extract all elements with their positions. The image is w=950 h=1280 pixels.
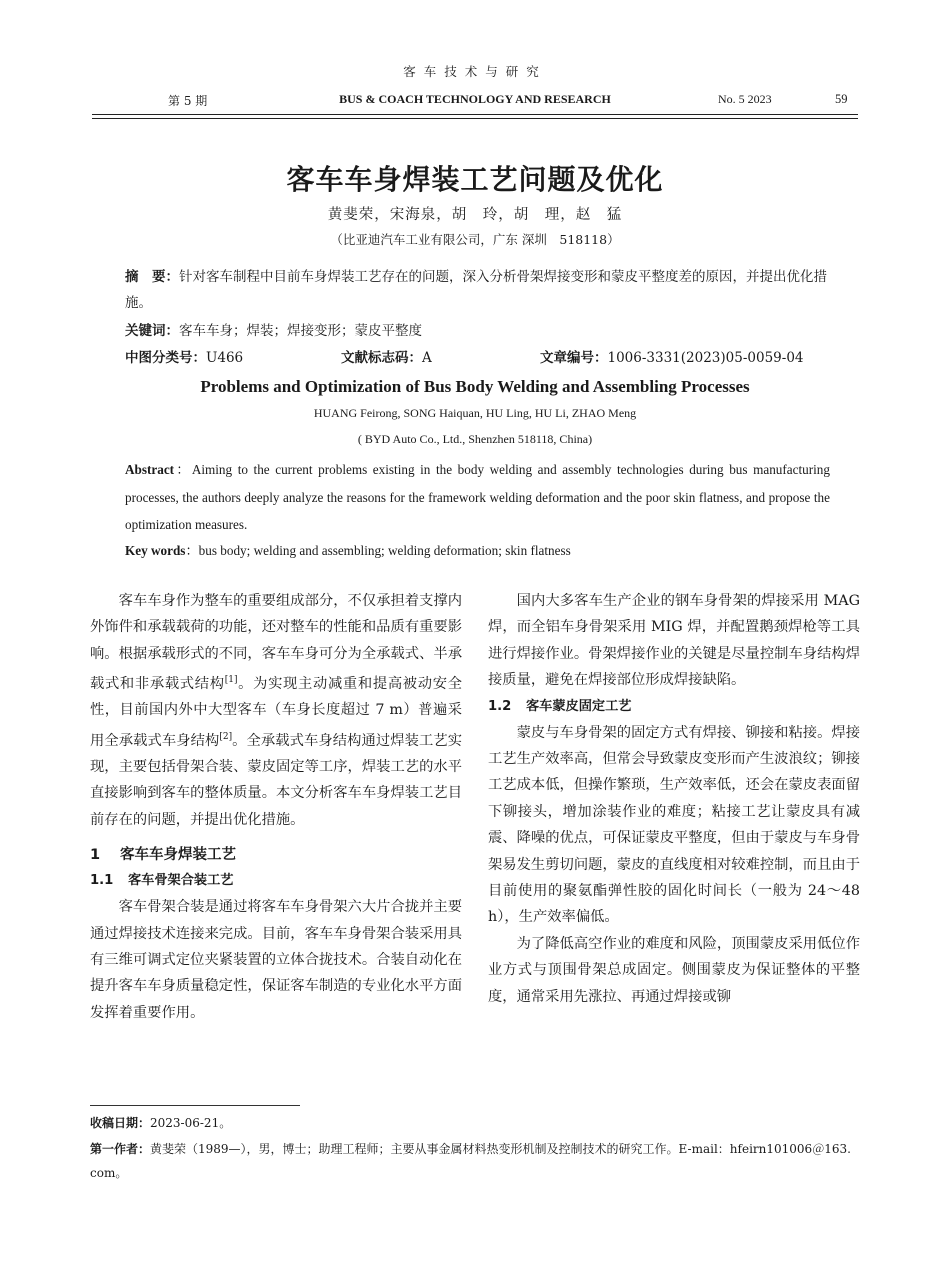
article-number — [540, 346, 804, 366]
citation-1: [1] — [224, 675, 238, 686]
abstract-cn-label: 摘 要： — [125, 269, 179, 285]
authors-en: HUANG Feirong, SONG Haiquan, HU Ling, HU Li, ZHAO Meng — [313, 406, 637, 420]
abstract-en-label: Abstract — [125, 462, 175, 477]
received-value: 2023-06-21。 — [150, 1116, 232, 1130]
paper-title-cn: 客车车身焊装工艺问题及优化 — [286, 163, 664, 196]
roof-skin-paragraph: 为了降低高空作业的难度和风险，顶围蒙皮采用低位作业方式与顶围骨架总成固定。侧围蒙皮为保证整体的平整度，通常采用先涨拉、再通过焊接或铆 — [488, 935, 860, 1005]
paper-title-en: Problems and Optimization of Bus Body Welding and Assembling Processes — [200, 377, 750, 396]
received-label: 收稿日期： — [90, 1116, 151, 1130]
classification-row — [125, 346, 830, 372]
section-1-title: 客车车身焊装工艺 — [120, 847, 236, 864]
issue-en: No. 5 2023 — [718, 92, 772, 106]
section-1-2-title: 客车蒙皮固定工艺 — [526, 698, 632, 714]
abstract-cn — [125, 264, 830, 316]
keywords-en — [125, 537, 830, 564]
section-1-1-title: 客车骨架合装工艺 — [128, 873, 234, 889]
abstract-en-text: ：Aiming to the current problems existing in the body welding and assembly technologies during bus manufacturing processes, the authors deeply analyze the reasons for the framework welding deformation and the poor skin flatness, and propose the optimization measures. — [125, 462, 830, 532]
intro-text-b: 。为实现主动减重和提高被动安全性，目前国内外中大型客车（车身长度超过 7 m）普遍采用全承载式车身结构 — [90, 675, 462, 749]
abstract-cn-text: 针对客车制程中目前车身焊装工艺存在的问题，深入分析骨架焊接变形和蒙皮平整度差的原因，并提出优化措施。 — [125, 269, 827, 311]
section-1-1-number: 1.1 — [90, 873, 114, 889]
section-1-2-number: 1.2 — [488, 698, 512, 714]
journal-name-en: BUS & COACH TECHNOLOGY AND RESEARCH — [339, 92, 611, 106]
keywords-en-text: ：bus body; welding and assembling; welding deformation; skin flatness — [185, 543, 571, 558]
doc-value: A — [422, 350, 432, 366]
page-number: 59 — [835, 92, 848, 106]
footnote-rule — [90, 1105, 300, 1106]
section-1-1-heading — [90, 868, 462, 894]
intro-text-c: 。全承载式车身结构通过焊装工艺实现，主要包括骨架合装、蒙皮固定等工序，焊装工艺的水平直接影响到客车的整体质量。本文分析客车车身焊装工艺目前存在的问题，并提出优化措施。 — [90, 732, 463, 828]
document-code — [341, 346, 432, 366]
abstract-en — [125, 456, 830, 539]
article-value: 1006-3331(2023)05-0059-04 — [607, 350, 804, 366]
header-rule-thin — [92, 118, 858, 119]
keywords-cn — [125, 318, 830, 344]
keywords-en-label: Key words — [125, 543, 186, 558]
issue-cn: 第 5 期 — [168, 94, 208, 108]
journal-name-cn: 客车技术与研究 — [403, 64, 547, 79]
section-1-number: 1 — [90, 847, 101, 864]
clc-value: U466 — [206, 350, 244, 366]
first-author-note — [90, 1137, 860, 1185]
intro-text-a: 客车车身作为整车的重要组成部分，不仅承担着支撑内外饰件和承载载荷的功能，还对整车的性能和品质有重要影响。根据承载形式的不同，客车车身可分为全承载式、半承载式和非承载式结构 — [90, 593, 462, 692]
authors-cn: 黄斐荣，宋海泉，胡 玲，胡 理，赵 猛 — [327, 207, 623, 223]
affiliation-cn: （比亚迪汽车工业有限公司，广东 深圳 518118） — [330, 232, 620, 247]
intro-paragraph — [90, 588, 462, 833]
section-1-1-paragraph: 客车骨架合装是通过将客车车身骨架六大片合拢并主要通过焊接技术连接来完成。目前，客车车身骨架合装采用具有三维可调式定位夹紧装置的立体合拢技术。合装自动化在提升客车车身质量稳定性，保证客车制造的专业化水平方面发挥着重要作用。 — [90, 899, 462, 1021]
affiliation-en: ( BYD Auto Co., Ltd., Shenzhen 518118, China) — [357, 432, 593, 446]
section-1-heading — [90, 842, 462, 868]
skin-fixing-paragraph: 蒙皮与车身骨架的固定方式有焊接、铆接和粘接。焊接工艺生产效率高，但常会导致蒙皮变形而产生波浪纹；铆接工艺成本低，但操作繁琐，生产效率低，还会在蒙皮表面留下铆接头，增加涂装作业的难度；粘接工艺让蒙皮具有减震、降噪的优点，可保证蒙皮平整度，但由于蒙皮与车身骨架易发生剪切问题，蒙皮的直线度相对较难控制，而且由于目前使用的聚氨酯弹性胶的固化时间长（一般为 24～48 h），生产效率偏低。 — [488, 724, 860, 926]
welding-paragraph: 国内大多客车生产企业的钢车身骨架的焊接采用 MAG 焊，而全铝车身骨架采用 MIG 焊，并配置鹅颈焊枪等工具进行焊接作业。骨架焊接作业的关键是尽量控制车身结构焊接质量，避免在焊接部位形成焊接缺陷。 — [488, 593, 860, 689]
body-column-right — [488, 588, 860, 1010]
keywords-cn-label: 关键词： — [125, 323, 179, 339]
body-column-left — [90, 588, 462, 1026]
header-rule-thick — [92, 114, 858, 115]
received-date — [90, 1111, 860, 1135]
first-author-value: 黄斐荣（1989—），男，博士；助理工程师；主要从事金属材料热变形机制及控制技术的研究工作。E-mail：hfeirn101006＠163. com。 — [90, 1142, 851, 1180]
clc-label: 中图分类号： — [125, 350, 206, 366]
first-author-label: 第一作者： — [90, 1142, 151, 1156]
keywords-cn-text: 客车车身；焊装；焊接变形；蒙皮平整度 — [179, 323, 422, 339]
citation-2: [2] — [219, 731, 233, 742]
section-1-2-heading — [488, 694, 860, 720]
clc-number — [125, 346, 243, 366]
doc-label: 文献标志码： — [341, 350, 422, 366]
article-label: 文章编号： — [540, 350, 608, 366]
